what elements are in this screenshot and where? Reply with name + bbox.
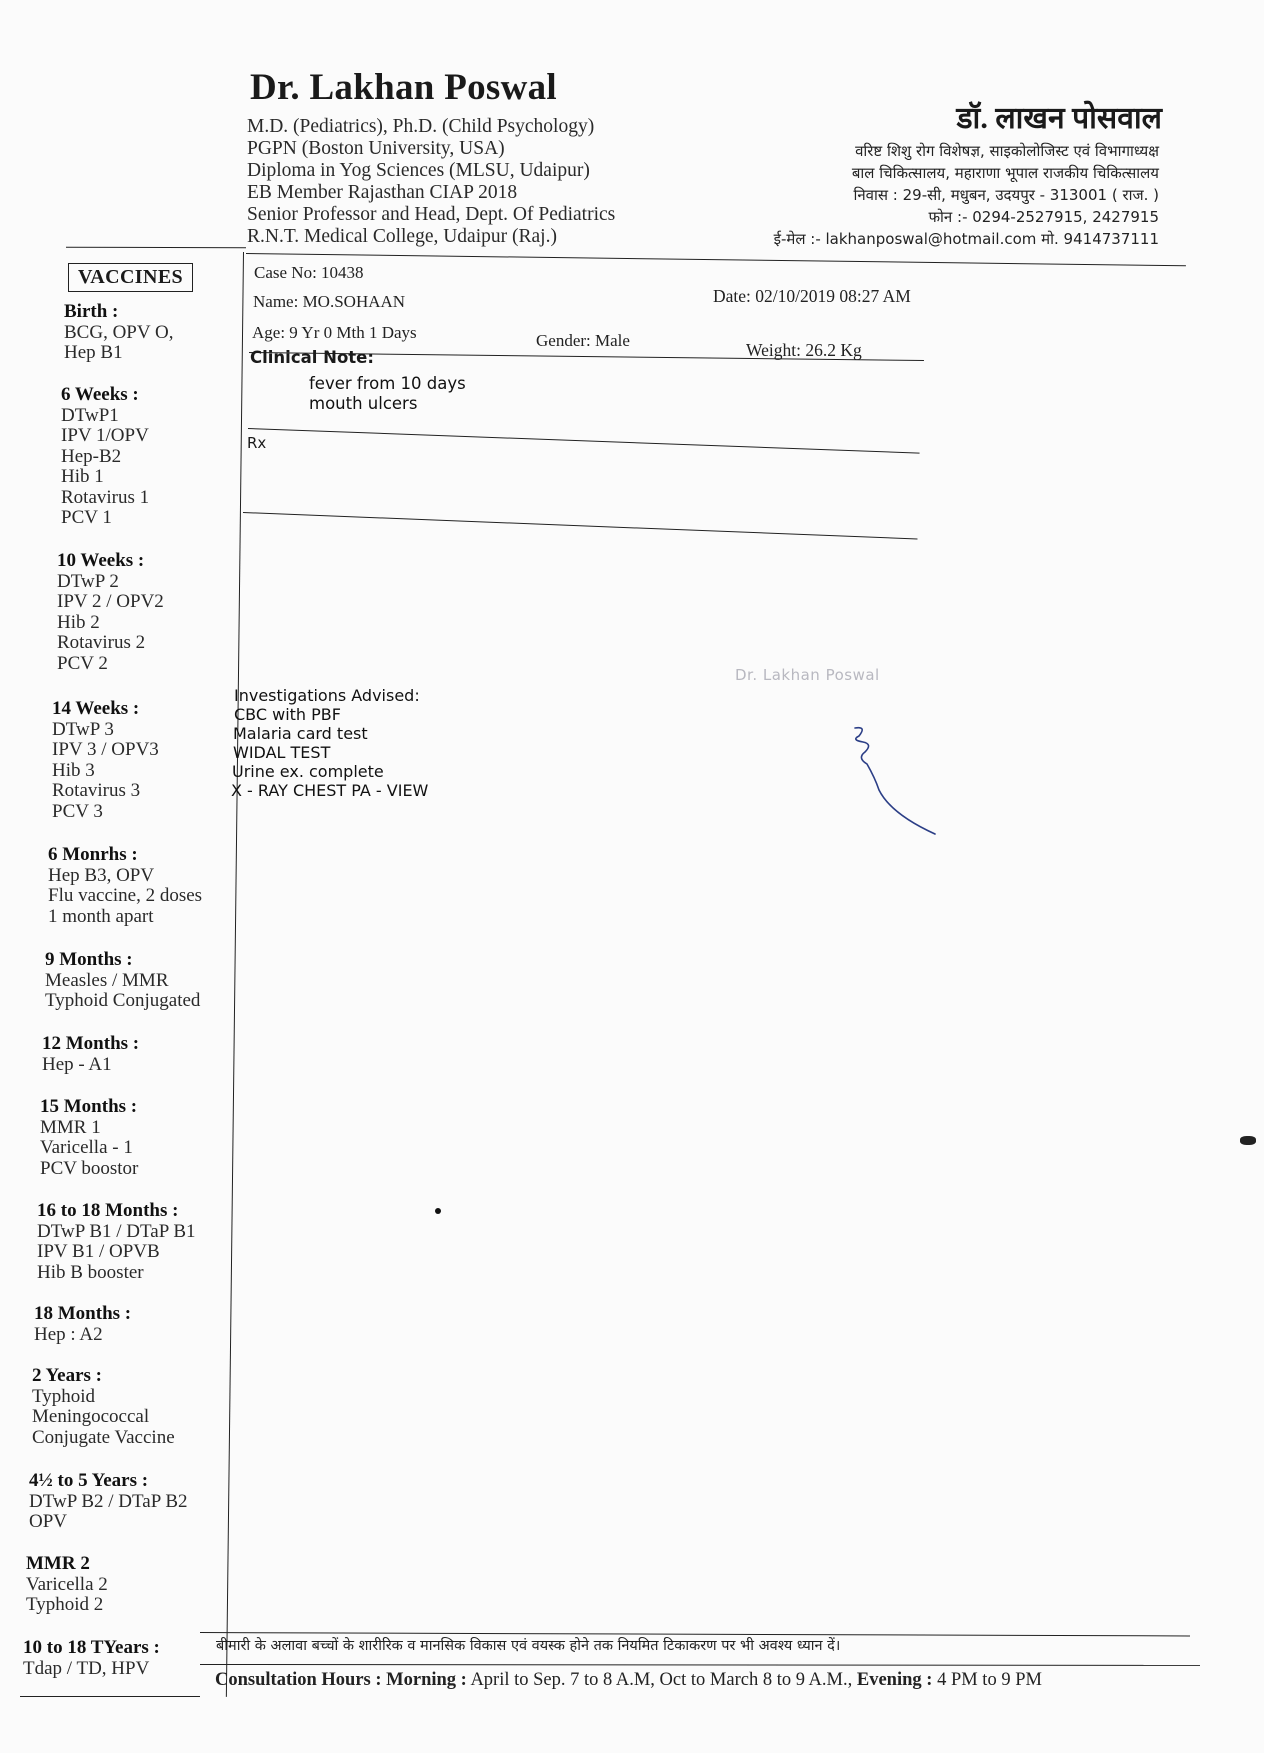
- vaccine-group-heading: 10 to 18 TYears :: [23, 1637, 160, 1658]
- vaccine-item: PCV 3: [52, 800, 103, 822]
- hindi-line: निवास : 29-सी, मधुबन, उदयपुर - 313001 ( राज. ): [853, 186, 1159, 204]
- vaccine-group-6-weeks: [61, 385, 149, 529]
- vaccine-item: Hep-B2: [61, 445, 122, 467]
- qualification-line: R.N.T. Medical College, Udaipur (Raj.): [247, 226, 557, 247]
- vaccine-item: DTwP 3: [52, 718, 114, 740]
- vaccine-group-15-months: [40, 1097, 138, 1179]
- vaccine-group-14-weeks: [52, 699, 159, 822]
- vaccine-group-12-months: [42, 1034, 139, 1075]
- patient-weight: Weight: 26.2 Kg: [746, 340, 862, 360]
- ink-dot: [435, 1208, 441, 1214]
- evening-label: Evening :: [856, 1670, 933, 1690]
- vaccine-group-2-years: [32, 1366, 175, 1448]
- vaccine-group-heading: 14 Weeks :: [52, 698, 140, 719]
- investigation-item: X - RAY CHEST PA - VIEW: [231, 781, 429, 800]
- vaccine-item: IPV 1/OPV: [61, 425, 149, 446]
- vaccine-item: Typhoid 2: [26, 1594, 104, 1615]
- vaccine-item: Hib 2: [57, 611, 100, 633]
- vaccine-item: Hep B3, OPV: [48, 864, 155, 886]
- vaccine-group-heading: 16 to 18 Months :: [37, 1200, 179, 1221]
- patient-gender: Gender: Male: [536, 331, 630, 350]
- vaccine-item: DTwP1: [61, 404, 119, 426]
- vaccine-item: DTwP 2: [57, 570, 119, 592]
- vaccine-group-18-months: [34, 1304, 131, 1345]
- doctor-name-hindi: डॉ. लाखन पोसवाल: [956, 102, 1162, 135]
- vaccine-group-birth: [64, 302, 173, 364]
- vaccine-item: Varicella 2: [26, 1573, 108, 1595]
- vaccine-item: BCG, OPV O,: [64, 321, 174, 343]
- vaccine-group-heading: 9 Months :: [45, 949, 133, 970]
- vaccine-item: Flu vaccine, 2 doses: [48, 885, 203, 906]
- vaccine-item: IPV B1 / OPVB: [37, 1241, 160, 1262]
- vaccine-group-heading: 15 Months :: [40, 1096, 138, 1117]
- vaccine-group-6-months: [48, 845, 202, 927]
- vaccine-item: 1 month apart: [48, 905, 154, 927]
- vaccine-group-4-5-years: [29, 1471, 188, 1533]
- qualifications: [247, 116, 615, 248]
- vaccine-group-heading: 6 Monrhs :: [48, 844, 138, 865]
- vaccine-item: OPV: [29, 1511, 68, 1532]
- vaccine-group-mmr-2: [26, 1554, 108, 1616]
- qualification-line: M.D. (Pediatrics), Ph.D. (Child Psychology): [247, 116, 595, 137]
- header-divider-left: [66, 247, 246, 248]
- qualification-line: Senior Professor and Head, Dept. Of Pediatrics: [247, 204, 616, 225]
- hindi-line: ई-मेल :- lakhanposwal@hotmail.com मो. 9414737111: [773, 230, 1159, 248]
- vaccine-group-16-18-months: [37, 1201, 196, 1283]
- vaccine-group-10-weeks: [57, 551, 164, 674]
- sidebar-divider: [226, 252, 244, 1697]
- clinical-note-label: Clinical Note:: [250, 348, 374, 367]
- vaccine-item: Hep B1: [64, 342, 123, 363]
- rx-label: Rx: [247, 434, 267, 452]
- qualification-line: PGPN (Boston University, USA): [247, 138, 505, 159]
- vaccine-item: MMR 1: [40, 1116, 101, 1138]
- vaccine-item: Hib 3: [52, 759, 95, 781]
- vaccines-title: VACCINES: [68, 263, 193, 292]
- vaccine-item: Rotavirus 1: [61, 486, 150, 508]
- vaccine-item: IPV 2 / OPV2: [57, 591, 164, 612]
- consultation-hours: [215, 1670, 1042, 1691]
- vaccine-item: Hep : A2: [34, 1323, 103, 1345]
- vaccine-item: Meningococcal: [32, 1406, 150, 1427]
- hindi-line: फोन :- 0294-2527915, 2427915: [928, 208, 1159, 226]
- rx-divider-bottom: [243, 512, 918, 539]
- vaccine-item: Typhoid Conjugated: [45, 990, 201, 1011]
- patient-name: Name: MO.SOHAAN: [253, 292, 406, 311]
- vaccine-item: DTwP B2 / DTaP B2: [29, 1490, 188, 1512]
- footer-hindi-note: बीमारी के अलावा बच्चों के शारीरिक व मानसिक विकास एवं वयस्क होने तक नियमित टिकाकरण पर भी अवश्य ध्यान दें।: [216, 1638, 841, 1654]
- vaccine-group-heading: 18 Months :: [34, 1303, 132, 1324]
- vaccine-item: PCV 2: [57, 652, 108, 674]
- case-number: Case No: 10438: [254, 263, 364, 282]
- vaccine-group-heading: 10 Weeks :: [57, 550, 145, 571]
- vaccine-item: Typhoid: [32, 1385, 96, 1407]
- clinical-note-line: fever from 10 days: [309, 374, 466, 393]
- hindi-line: बाल चिकित्सालय, महाराणा भूपाल राजकीय चिकित्सालय: [851, 164, 1159, 182]
- vaccine-item: PCV 1: [61, 507, 112, 528]
- patient-age: Age: 9 Yr 0 Mth 1 Days: [252, 323, 417, 342]
- vaccine-item: Rotavirus 3: [52, 780, 141, 801]
- vaccine-item: IPV 3 / OPV3: [52, 739, 159, 760]
- hindi-line: वरिष्ट शिशु रोग विशेषज्ञ, साइकोलोजिस्ट एवं विभागाध्यक्ष: [855, 142, 1159, 160]
- vaccine-item: DTwP B1 / DTaP B1: [37, 1220, 196, 1242]
- investigation-item: CBC with PBF: [234, 705, 341, 724]
- vaccine-group-heading: 12 Months :: [42, 1033, 140, 1054]
- evening-text: 4 PM to 9 PM: [937, 1670, 1042, 1690]
- vaccine-item: Hep - A1: [42, 1053, 112, 1075]
- doctor-stamp: Dr. Lakhan Poswal: [735, 666, 880, 684]
- vaccine-item: Conjugate Vaccine: [32, 1426, 175, 1448]
- vaccine-group-heading: MMR 2: [26, 1553, 90, 1574]
- visit-date: Date: 02/10/2019 08:27 AM: [713, 286, 911, 306]
- ink-mark: [1240, 1136, 1256, 1145]
- doctor-name: Dr. Lakhan Poswal: [250, 67, 558, 108]
- header-divider-right: [246, 253, 1186, 266]
- investigations-label: Investigations Advised:: [234, 686, 420, 705]
- vaccine-group-heading: 2 Years :: [32, 1365, 102, 1386]
- vaccine-group-9-months: [45, 950, 200, 1012]
- hours-text: April to Sep. 7 to 8 A.M, Oct to March 8 to 9 A.M.,: [470, 1670, 853, 1690]
- vaccine-item: Varicella - 1: [40, 1137, 133, 1158]
- investigation-item: Malaria card test: [233, 724, 368, 743]
- rx-divider-top: [248, 428, 920, 454]
- page-bottom-rule: [20, 1696, 200, 1697]
- investigation-item: WIDAL TEST: [233, 743, 331, 762]
- footer-divider-bottom: [200, 1664, 1200, 1666]
- hindi-contact-block: [774, 140, 1159, 250]
- vaccine-item: PCV boostor: [40, 1157, 139, 1179]
- clinical-note-line: mouth ulcers: [309, 394, 418, 413]
- vaccine-item: Measles / MMR: [45, 969, 169, 991]
- vaccine-group-10-18-years: [23, 1638, 160, 1679]
- vaccine-group-heading: Birth :: [64, 301, 119, 322]
- vaccine-group-heading: 6 Weeks :: [61, 384, 139, 405]
- qualification-line: EB Member Rajasthan CIAP 2018: [247, 182, 518, 203]
- vaccine-item: Tdap / TD, HPV: [23, 1657, 150, 1679]
- hours-label: Consultation Hours : Morning :: [215, 1670, 467, 1690]
- vaccine-item: Hib B booster: [37, 1261, 144, 1283]
- vaccine-item: Hib 1: [61, 466, 104, 487]
- investigation-item: Urine ex. complete: [232, 762, 384, 781]
- vaccine-item: Rotavirus 2: [57, 632, 146, 653]
- qualification-line: Diploma in Yog Sciences (MLSU, Udaipur): [247, 160, 590, 181]
- investigations: [232, 686, 428, 800]
- vaccine-group-heading: 4½ to 5 Years :: [29, 1470, 149, 1491]
- signature: [845, 722, 945, 837]
